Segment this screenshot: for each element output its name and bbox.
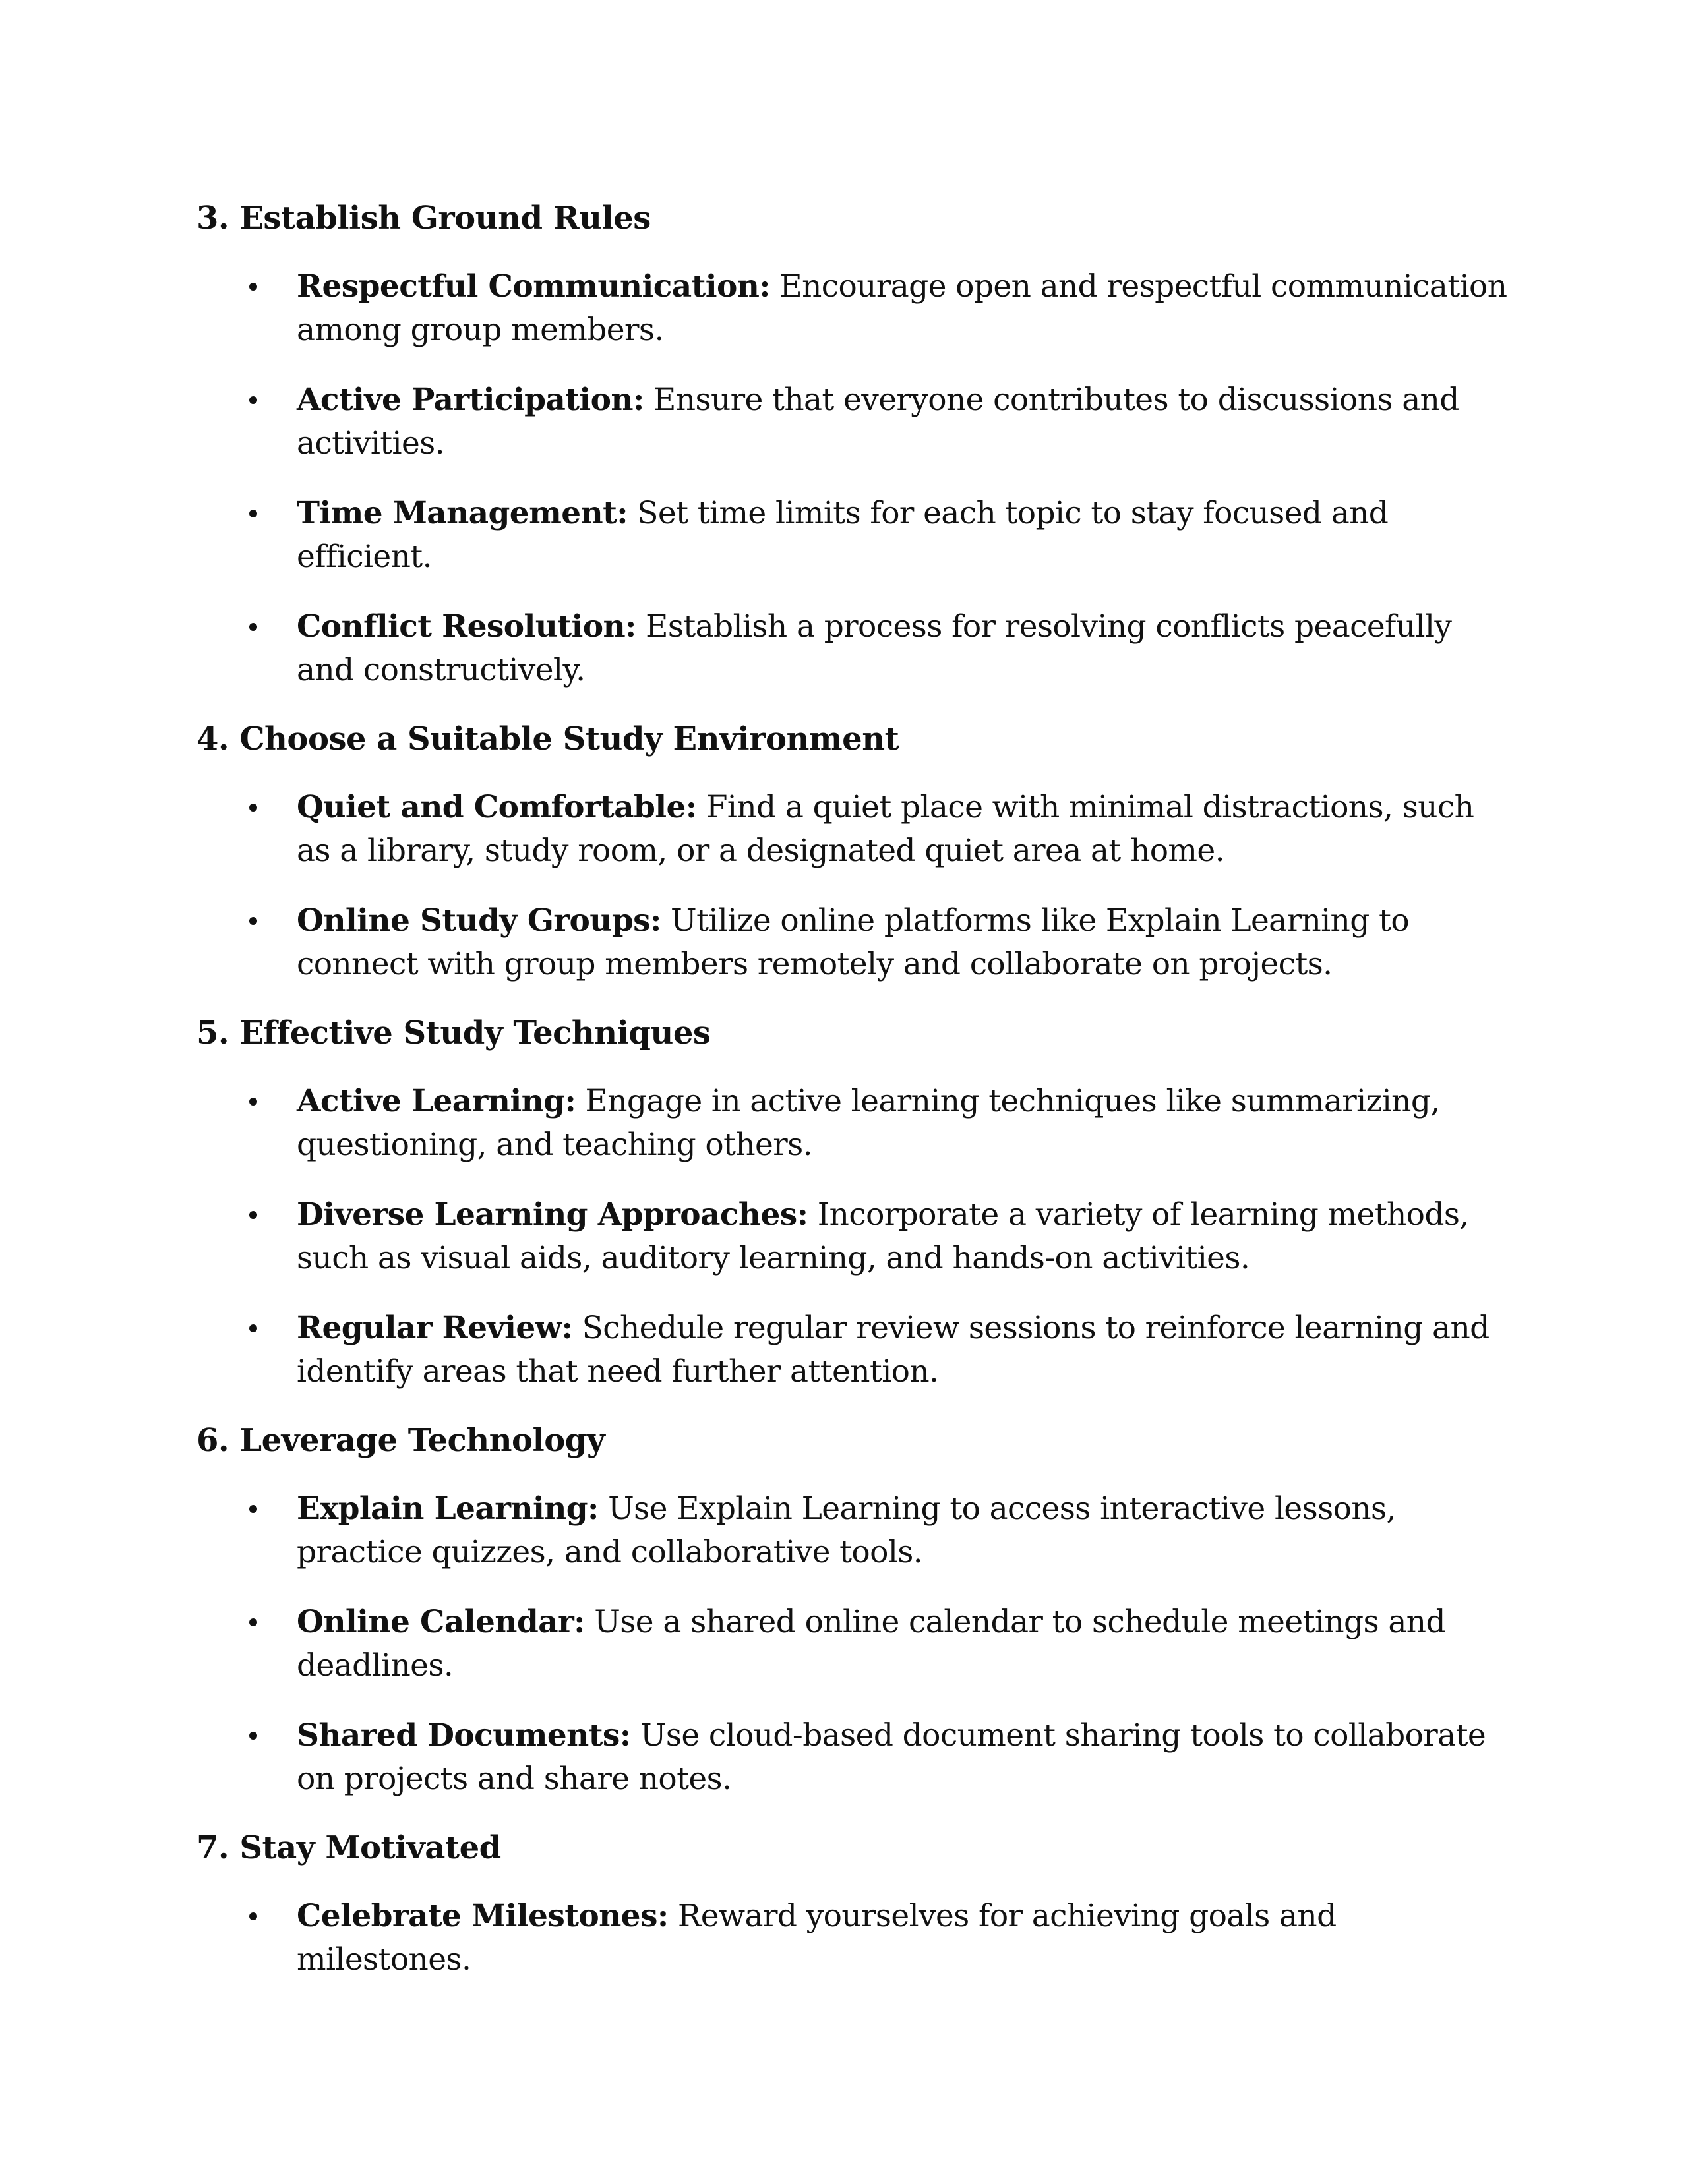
item-description: Ensure that everyone contributes to discussions and activities. — [297, 382, 1459, 461]
item-term: Active Learning: — [297, 1083, 576, 1119]
item-term: Online Study Groups: — [297, 902, 661, 939]
item-description: Encourage open and respectful communication among group members. — [297, 268, 1507, 348]
list-item — [196, 786, 1517, 873]
section-heading: 7. Stay Motivated — [196, 1829, 501, 1866]
section-heading: 4. Choose a Suitable Study Environment — [196, 721, 899, 757]
list-item — [196, 492, 1517, 579]
list-item — [196, 1601, 1517, 1688]
bullet-icon — [249, 623, 257, 631]
item-description: Use Explain Learning to access interactive lessons, practice quizzes, and collaborative tools. — [297, 1490, 1396, 1570]
bullet-icon — [249, 283, 257, 291]
item-description: Use a shared online calendar to schedule meetings and deadlines. — [297, 1604, 1445, 1684]
bullet-icon — [249, 396, 257, 404]
item-description: Reward yourselves for achieving goals and milestones. — [297, 1898, 1337, 1978]
list-item — [196, 1193, 1517, 1280]
list-item — [196, 1307, 1517, 1394]
item-term: Conflict Resolution: — [297, 608, 636, 645]
item-description: Incorporate a variety of learning methods, such as visual aids, auditory learning, and hands-on activities. — [297, 1196, 1469, 1276]
section-ground-rules — [196, 198, 1517, 692]
section-leverage-technology — [196, 1420, 1517, 1801]
bullet-icon — [249, 1732, 257, 1740]
section-heading: 3. Establish Ground Rules — [196, 200, 651, 237]
bullet-list — [196, 786, 1517, 986]
bullet-list — [196, 1080, 1517, 1394]
list-item — [196, 378, 1517, 465]
bullet-list — [196, 1895, 1517, 1982]
bullet-icon — [249, 1618, 257, 1626]
bullet-icon — [249, 804, 257, 812]
item-term: Explain Learning: — [297, 1490, 599, 1527]
item-description: Use cloud-based document sharing tools to collaborate on projects and share notes. — [297, 1717, 1486, 1797]
bullet-list — [196, 265, 1517, 692]
bullet-icon — [249, 917, 257, 925]
bullet-icon — [249, 1505, 257, 1513]
item-description: Establish a process for resolving conflicts peacefully and constructively. — [297, 608, 1452, 688]
item-description: Engage in active learning techniques like summarizing, questioning, and teaching others. — [297, 1083, 1440, 1163]
bullet-icon — [249, 510, 257, 517]
section-stay-motivated — [196, 1827, 1517, 1982]
section-heading: 5. Effective Study Techniques — [196, 1015, 711, 1051]
item-description: Find a quiet place with minimal distractions, such as a library, study room, or a designated quiet area at home. — [297, 789, 1474, 869]
bullet-icon — [249, 1324, 257, 1332]
bullet-icon — [249, 1211, 257, 1219]
item-term: Quiet and Comfortable: — [297, 789, 697, 825]
section-study-techniques — [196, 1013, 1517, 1394]
section-heading: 6. Leverage Technology — [196, 1422, 605, 1459]
item-term: Respectful Communication: — [297, 268, 771, 305]
list-item — [196, 1080, 1517, 1167]
item-term: Diverse Learning Approaches: — [297, 1196, 808, 1233]
bullet-list — [196, 1487, 1517, 1801]
list-item — [196, 1714, 1517, 1801]
list-item — [196, 1487, 1517, 1574]
item-term: Active Participation: — [297, 382, 644, 418]
item-term: Regular Review: — [297, 1310, 573, 1346]
item-term: Online Calendar: — [297, 1604, 585, 1640]
item-description: Utilize online platforms like Explain Learning to connect with group members remotely and collaborate on projects. — [297, 902, 1410, 982]
list-item — [196, 1895, 1517, 1982]
bullet-icon — [249, 1098, 257, 1106]
item-term: Time Management: — [297, 495, 628, 531]
item-term: Celebrate Milestones: — [297, 1898, 669, 1934]
bullet-icon — [249, 1912, 257, 1920]
list-item — [196, 265, 1517, 352]
item-description: Set time limits for each topic to stay focused and efficient. — [297, 495, 1389, 575]
item-term: Shared Documents: — [297, 1717, 631, 1754]
item-description: Schedule regular review sessions to reinforce learning and identify areas that need further attention. — [297, 1310, 1490, 1390]
list-item — [196, 899, 1517, 986]
section-study-environment — [196, 719, 1517, 986]
list-item — [196, 605, 1517, 692]
